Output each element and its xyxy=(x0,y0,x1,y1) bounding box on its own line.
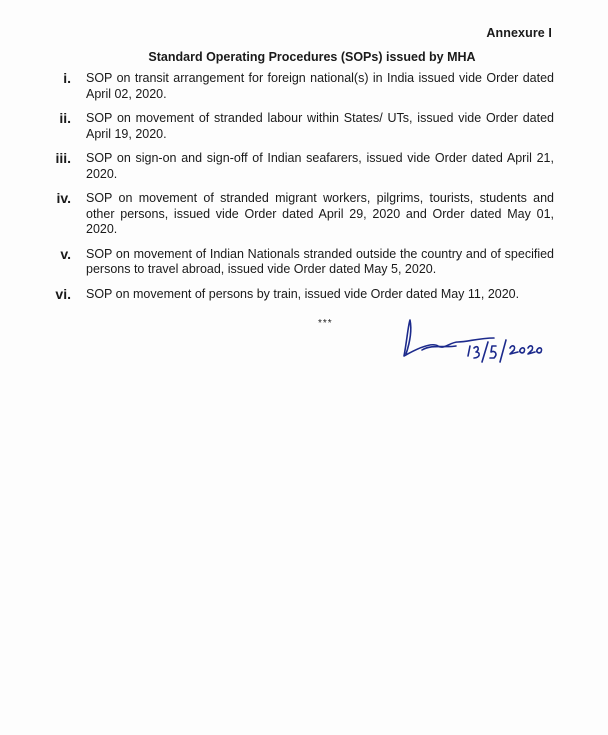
item-text: SOP on sign-on and sign-off of Indian seafarers, issued vide Order dated April 21, 2020. xyxy=(86,151,554,181)
item-numeral: iv. xyxy=(56,190,71,206)
item-text: SOP on transit arrangement for foreign national(s) in India issued vide Order dated April 02, 2020. xyxy=(86,71,554,101)
annexure-label: Annexure I xyxy=(486,26,552,40)
signature-stroke xyxy=(404,320,494,356)
item-text: SOP on movement of persons by train, issued vide Order dated May 11, 2020. xyxy=(86,286,520,301)
list-item xyxy=(40,287,554,303)
item-numeral: v. xyxy=(60,245,71,262)
list-item xyxy=(40,151,554,182)
item-text: SOP on movement of Indian Nationals stranded outside the country and of specified persons to travel abroad, issued vide Order dated May 5, 2020. xyxy=(86,246,554,276)
end-marker: *** xyxy=(318,318,333,329)
signature-date-stroke xyxy=(482,342,488,362)
list-item xyxy=(40,111,554,142)
item-text: SOP on movement of stranded migrant workers, pilgrims, tourists, students and other persons, issued vide Order dated April 29, 2020 and Order dated May 01, 2020. xyxy=(86,191,554,236)
signature-date-stroke xyxy=(510,346,542,354)
item-text: SOP on movement of stranded labour within States/ UTs, issued vide Order dated April 19, 2020. xyxy=(86,111,554,141)
signature-date-stroke xyxy=(468,346,479,358)
signature-date-stroke xyxy=(490,346,496,358)
signature-date-stroke xyxy=(500,340,506,362)
handwritten-signature xyxy=(398,312,548,372)
item-numeral: iii. xyxy=(55,150,71,166)
list-item xyxy=(40,191,554,238)
item-numeral: vi. xyxy=(55,285,71,302)
signature-stroke xyxy=(422,346,456,350)
item-numeral: ii. xyxy=(59,110,71,126)
sop-list xyxy=(40,71,554,311)
list-item xyxy=(40,247,554,278)
document-title: Standard Operating Procedures (SOPs) issued by MHA xyxy=(148,50,476,64)
item-numeral: i. xyxy=(63,70,71,86)
list-item xyxy=(40,71,554,102)
